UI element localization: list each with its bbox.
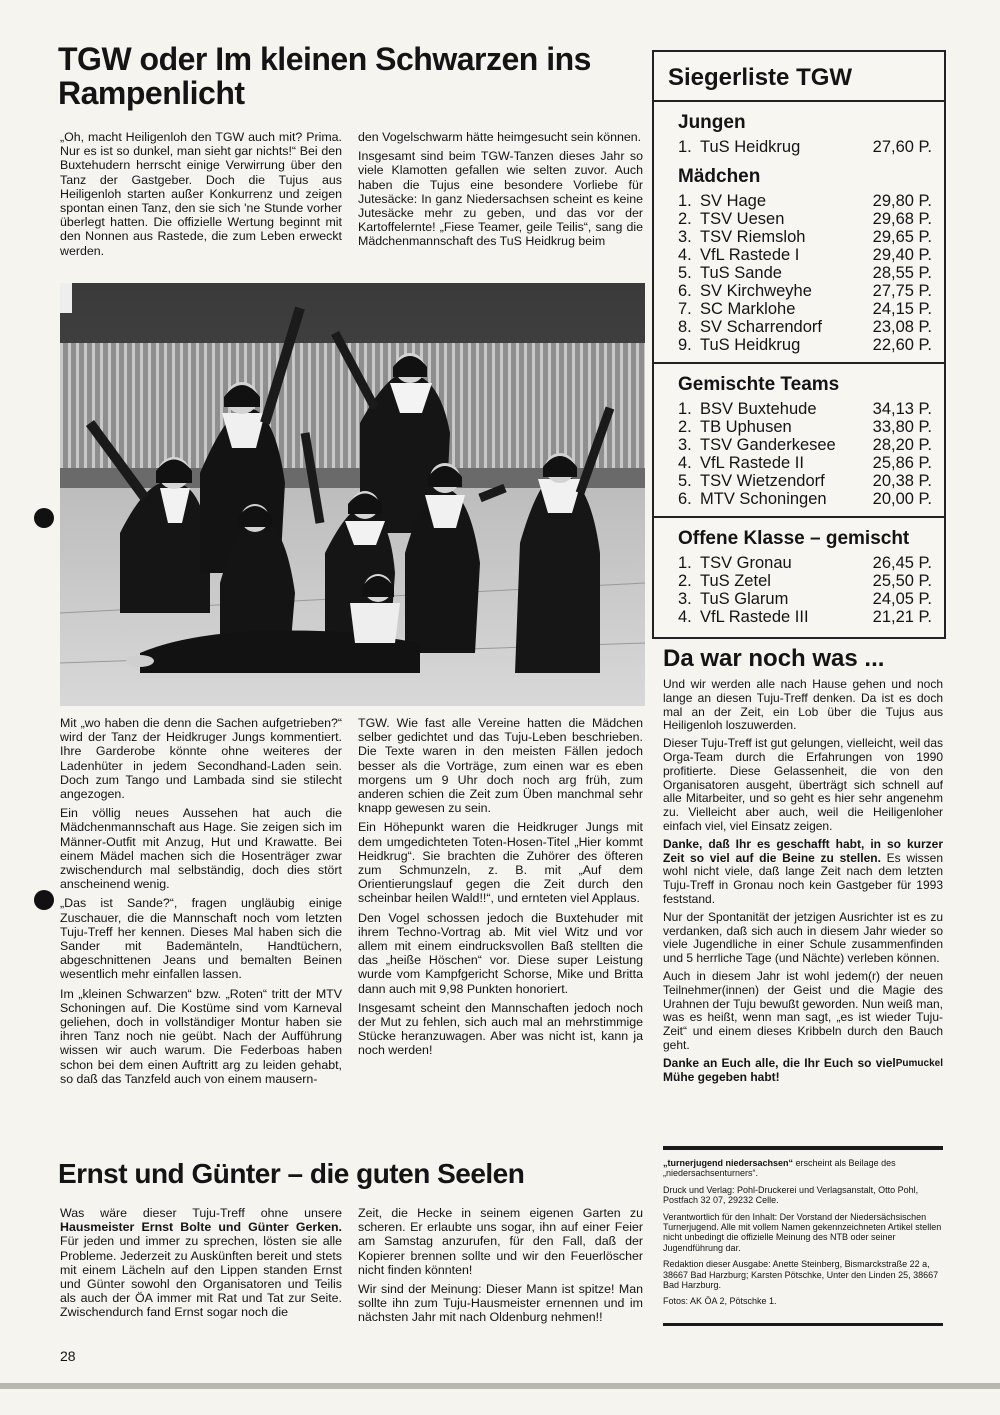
results-title: Siegerliste TGW xyxy=(668,64,853,91)
club: VfL Rastede II xyxy=(700,454,804,472)
article-headline: TGW oder Im kleinen Schwarzen ins Rampenlicht xyxy=(58,41,591,111)
rank: 4. xyxy=(678,454,692,472)
result-row xyxy=(678,418,932,436)
sidebar-article-headline: Da war noch was ... xyxy=(663,645,885,672)
paragraph: Ein Höhepunkt waren die Heidkruger Jungs mit dem umgedichteten Toten-Hosen-Titel „Hier kommt Heidkrug“. Sie brachten die Zuhörer des öfteren zum Schmunzeln, z. B. mit „Auf dem Orientierungslauf gegen die Zeit durch den scheinbar heilen Wald!!“, und ernteten viel Applaus. xyxy=(358,820,643,906)
sidebar-article-body xyxy=(663,678,943,1088)
points: 24,05 P. xyxy=(872,590,932,608)
points: 33,80 P. xyxy=(872,418,932,436)
points: 34,13 P. xyxy=(872,400,932,418)
club: TSV Uesen xyxy=(700,210,785,228)
result-row xyxy=(678,608,932,626)
result-row xyxy=(678,400,932,418)
points: 20,00 P. xyxy=(872,490,932,508)
club: TuS Heidkrug xyxy=(700,336,801,354)
paragraph: Den Vogel schossen jedoch die Buxtehuder mit ihrem Techno-Vortrag ab. Mit viel Witz und vor allem mit einem eindrucksvollen Baß stellten die das „heiße Höschen“ vor. Diese super Leistung wurde vom Kampfgericht Schorse, Mike und Britta dann auch mit 9,98 Punkten honoriert. xyxy=(358,910,643,996)
paragraph xyxy=(60,1206,342,1320)
club: BSV Buxtehude xyxy=(700,400,817,418)
paragraph: Druck und Verlag: Pohl-Druckerei und Verlagsanstalt, Otto Pohl, Postfach 32 07, 29232 Celle. xyxy=(663,1184,919,1206)
result-row xyxy=(678,454,932,472)
category-heading: Mädchen xyxy=(678,166,761,187)
result-row xyxy=(678,300,932,318)
closing-text: Danke an Euch alle, die Ihr Euch so viel Mühe gegeben habt! xyxy=(663,1055,896,1084)
points: 21,21 P. xyxy=(872,608,932,626)
article-intro-right-column xyxy=(358,130,643,254)
club: SC Marklohe xyxy=(700,300,796,318)
rank: 5. xyxy=(678,264,692,282)
paragraph: Verantwortlich für den Inhalt: Der Vorstand der Niedersächsischen Turnerjugend. Alle mit vollem Namen gekennzeichneten Artikel stellen nicht unbedingt die offizielle Meinung des NTB oder seiner Jugendführung dar. xyxy=(663,1211,942,1253)
points: 29,68 P. xyxy=(872,210,932,228)
result-row xyxy=(678,318,932,336)
closing-line xyxy=(663,1057,943,1085)
article-right-column xyxy=(358,716,643,1063)
result-row xyxy=(678,210,932,228)
paragraph: „Oh, macht Heiligenloh den TGW auch mit? Prima. Nur es ist so dunkel, man sieht gar nichts!“ Bei den Buxtehudern herrscht einige Verwirrung über den Tanz der Gastgeber. Doch die Tujus aus Heiligenloh starten außer Konkurrenz und zeigen spontan einen Tanz, den sie sich 'ne Stunde vorher überlegt hatten. Die offizielle Wertung beginnt mit den Nonnen aus Rastede, die zum Leben erweckt werden. xyxy=(60,130,342,258)
paragraph: Insgesamt sind beim TGW-Tanzen dieses Jahr so viele Klamotten gefallen wie selten zuvor. Auch haben die Tujus eine besondere Vorliebe für Jutesäcke: In ganz Niedersachsen scheint es keine Jutesäcke mehr zu geben, und das vor der Kartoffelernte! „Fiese Teamer, geile Teilis“, sang die Mädchenmannschaft des TuS Heidkrug beim xyxy=(358,149,643,249)
scan-edge xyxy=(0,1383,1000,1389)
punch-hole xyxy=(34,508,54,528)
divider xyxy=(654,362,944,364)
paragraph: Wir sind der Meinung: Dieser Mann ist spitze! Man sollte ihn zum Tuju-Hausmeister ernennen und im nächsten Jahr mit nach Oldenburg nehmen!! xyxy=(358,1282,643,1325)
divider xyxy=(654,516,944,518)
club: TuS Glarum xyxy=(700,590,789,608)
rank: 4. xyxy=(678,246,692,264)
paragraph-text: Für jeden und immer zu sprechen, lösten sie alle Probleme. Jederzeit zu Auskünften bereit und stets mit einem Lächeln auf den Lippen standen Ernst und Günter sowohl den Organisatoren und Teilis als auch der ÖA immer mit Rat und Tat zur Seite. Zwischendurch fand Ernst sogar noch die xyxy=(60,1234,342,1320)
paragraph: Nur der Spontanität der jetzigen Ausrichter ist es zu verdanken, daß sich auch in diesem Jahr wieder so viele Jugendliche in einer Schule zusammenfinden und 5 herrliche Tage (und Nächte) verleben können. xyxy=(663,909,943,966)
club: TSV Wietzendorf xyxy=(700,472,825,490)
points: 29,80 P. xyxy=(872,192,932,210)
club: TuS Heidkrug xyxy=(700,138,801,156)
result-row xyxy=(678,192,932,210)
result-row xyxy=(678,282,932,300)
result-row xyxy=(678,246,932,264)
points: 28,55 P. xyxy=(872,264,932,282)
category-heading: Offene Klasse – gemischt xyxy=(678,528,910,549)
result-row xyxy=(678,572,932,590)
article-headline: Ernst und Günter – die guten Seelen xyxy=(58,1158,525,1189)
paragraph: den Vogelschwarm hätte heimgesucht sein können. xyxy=(358,130,642,144)
paragraph: Fotos: AK ÖA 2, Pötschke 1. xyxy=(663,1296,777,1307)
author-signature: Pumuckel xyxy=(895,1057,943,1069)
rank: 5. xyxy=(678,472,692,490)
photo-illustration xyxy=(60,283,645,706)
rank: 7. xyxy=(678,300,692,318)
club: SV Hage xyxy=(700,192,767,210)
points: 27,60 P. xyxy=(872,138,932,156)
result-row xyxy=(678,138,932,156)
points: 22,60 P. xyxy=(872,336,932,354)
paragraph: Dieser Tuju-Treff ist gut gelungen, vielleicht, weil das Orga-Team durch die Erfahrungen von 1990 profitierte. Diese Gelassenheit, die von den Organisatoren ausgeht, überträgt sich schnell auf alle Mitarbeiter, und so geht es hier sehr angenehm zu. Vielleicht aber auch, weil die Heiligenloher einfach viel, viel Einsatz zeigen. xyxy=(663,736,943,833)
points: 29,40 P. xyxy=(872,246,932,264)
rank: 3. xyxy=(678,436,692,454)
club: TSV Ganderkesee xyxy=(700,436,836,454)
imprint xyxy=(663,1158,943,1313)
points: 27,75 P. xyxy=(872,282,932,300)
category-heading: Jungen xyxy=(678,112,746,133)
points: 25,50 P. xyxy=(872,572,932,590)
paragraph: Mit „wo haben die denn die Sachen aufgetrieben?“ wird der Tanz der Heidkruger Jungs kommentiert. Ihre Garderobe könnte ohne weiteres der Ladenhüter in jedem Secondhand-Laden sein. Doch zum Tango und Lambada sind sie stilecht angezogen. xyxy=(60,716,342,802)
points: 25,86 P. xyxy=(872,454,932,472)
paragraph xyxy=(663,838,943,907)
paragraph: Zeit, die Hecke in seinem eigenen Garten zu scheren. Er erlaubte uns sogar, ihn auf einer Feier am Samstag anzurufen, für den Fall, daß der Kopierer brennen sollte und wir den Feuerlöscher nicht finden könnten! xyxy=(358,1206,643,1277)
rank: 6. xyxy=(678,282,692,300)
rank: 1. xyxy=(678,138,692,156)
paragraph xyxy=(663,1158,943,1179)
divider xyxy=(663,1323,943,1326)
result-row xyxy=(678,436,932,454)
points: 28,20 P. xyxy=(872,436,932,454)
points: 26,45 P. xyxy=(872,554,932,572)
article-left-column xyxy=(60,716,342,1091)
paragraph: Und wir werden alle nach Hause gehen und noch lange an diesen Tuju-Treff denken. Da ist es doch mal an der Zeit, ein Lob über die Tujus aus Heiligenloh loszuwerden. xyxy=(663,677,943,733)
paragraph: Im „kleinen Schwarzen“ bzw. „Roten“ tritt der MTV Schoningen auf. Die Kostüme sind vom Karneval geliehen, doch in vollständiger Montur haben sie ihren Tanz noch nie geübt. Nach der Aufführung wissen wir auch warum. Die Federboas haben schon bei dem einen Auftritt arg zu leiden gehabt, so daß das Tanzfeld auch von einem mausern- xyxy=(60,986,342,1086)
club: TuS Zetel xyxy=(700,572,771,590)
rank: 1. xyxy=(678,400,692,418)
club: MTV Schoningen xyxy=(700,490,827,508)
category-heading: Gemischte Teams xyxy=(678,374,840,395)
rank: 1. xyxy=(678,554,692,572)
rank: 2. xyxy=(678,210,692,228)
rank: 2. xyxy=(678,572,692,590)
rank: 3. xyxy=(678,590,692,608)
club: VfL Rastede I xyxy=(700,246,800,264)
paragraph: Insgesamt scheint den Mannschaften jedoch noch der Mut zu fehlen, sich auch mal an mehrstimmige Stücke heranzuwagen. Aber was nicht ist, kann ja noch werden! xyxy=(358,1000,643,1058)
paragraph: Redaktion dieser Ausgabe: Anette Steinberg, Bismarckstraße 22 a, 38667 Bad Harzburg; Karsten Pötschke, Unter den Linden 25, 38667 Bad Harzburg. xyxy=(663,1259,939,1291)
rank: 3. xyxy=(678,228,692,246)
divider xyxy=(654,100,944,102)
rank: 9. xyxy=(678,336,692,354)
points: 20,38 P. xyxy=(872,472,932,490)
rank: 6. xyxy=(678,490,692,508)
article-right-column xyxy=(358,1206,643,1330)
result-row xyxy=(678,228,932,246)
result-row xyxy=(678,264,932,282)
points: 23,08 P. xyxy=(872,318,932,336)
paragraph: „Das ist Sande?“, fragen ungläubig einige Zuschauer, die die Mannschaft noch vom letzten Tuju-Treff her kennen. Dieses Mal haben sich die Sander mit Bademänteln, Handtüchern, abgeschnittenen Jeans und bemalten Beinen wesentlich mehr einfallen lassen. xyxy=(60,896,342,982)
paragraph: TGW. Wie fast alle Vereine hatten die Mädchen selber gedichtet und das Tuju-Leben beschrieben. Die Texte waren in den meisten Fällen jedoch besser als die Vorträge, zum einen war es eben morgens um 9 Uhr doch noch arg früh, zum anderen schien die Zeit zum Üben manchmal sehr knapp gewesen zu sein. xyxy=(358,716,643,816)
punch-hole xyxy=(34,890,54,910)
club: TB Uphusen xyxy=(700,418,792,436)
club: SV Kirchweyhe xyxy=(700,282,812,300)
result-row xyxy=(678,554,932,572)
rank: 8. xyxy=(678,318,692,336)
bold-text: Danke, daß Ihr es geschafft habt, in so kurzer Zeit so viel auf die Beine zu stellen. xyxy=(663,836,943,865)
club: TSV Gronau xyxy=(700,554,792,572)
divider xyxy=(663,1146,943,1150)
rank: 4. xyxy=(678,608,692,626)
club: SV Scharrendorf xyxy=(700,318,822,336)
paragraph: Auch in diesem Jahr ist wohl jedem(r) der neuen Teilnehmer(innen) der Geist und die Magie des Urahnen der Tuju bewußt geworden. Nun weiß man, was es heißt, wenn man sagt, „es ist wieder Tuju-Zeit“ und einem dieses Kribbeln durch den Bauch geht. xyxy=(663,968,943,1052)
rank: 2. xyxy=(678,418,692,436)
article-left-column xyxy=(60,1206,342,1325)
points: 24,15 P. xyxy=(872,300,932,318)
bold-text: „turnerjugend niedersachsen“ xyxy=(663,1158,794,1168)
bold-text: Hausmeister Ernst Bolte und Günter Gerken. xyxy=(60,1220,342,1235)
paragraph: Ein völlig neues Aussehen hat auch die Mädchenmannschaft aus Hage. Sie zeigen sich im Männer-Outfit mit Anzug, Hut und Krawatte. Bei einem Mädel machen sich die Hosenträger zwar zwischendurch mal selbständig, doch dies stört anscheinend wenig. xyxy=(60,806,342,892)
points: 29,65 P. xyxy=(872,228,932,246)
club: TuS Sande xyxy=(700,264,782,282)
paragraph-text: erscheint als Beilage des „niedersachsenturners“. xyxy=(663,1158,896,1179)
paragraph-text: Es wissen wohl nicht viele, daß lange Zeit nach dem letzten Tuju-Treff in Gronau noch kein Gastgeber für 1993 feststand. xyxy=(663,850,943,906)
club: VfL Rastede III xyxy=(700,608,809,626)
result-row xyxy=(678,490,932,508)
page-number: 28 xyxy=(60,1348,76,1364)
result-row xyxy=(678,472,932,490)
article-intro-left-column xyxy=(60,130,342,263)
result-row xyxy=(678,590,932,608)
result-row xyxy=(678,336,932,354)
results-box xyxy=(652,50,946,639)
paragraph-text: Was wäre dieser Tuju-Treff ohne unsere xyxy=(60,1206,342,1220)
club: TSV Riemsloh xyxy=(700,228,806,246)
rank: 1. xyxy=(678,192,692,210)
nuns-dance-photo xyxy=(60,283,645,706)
